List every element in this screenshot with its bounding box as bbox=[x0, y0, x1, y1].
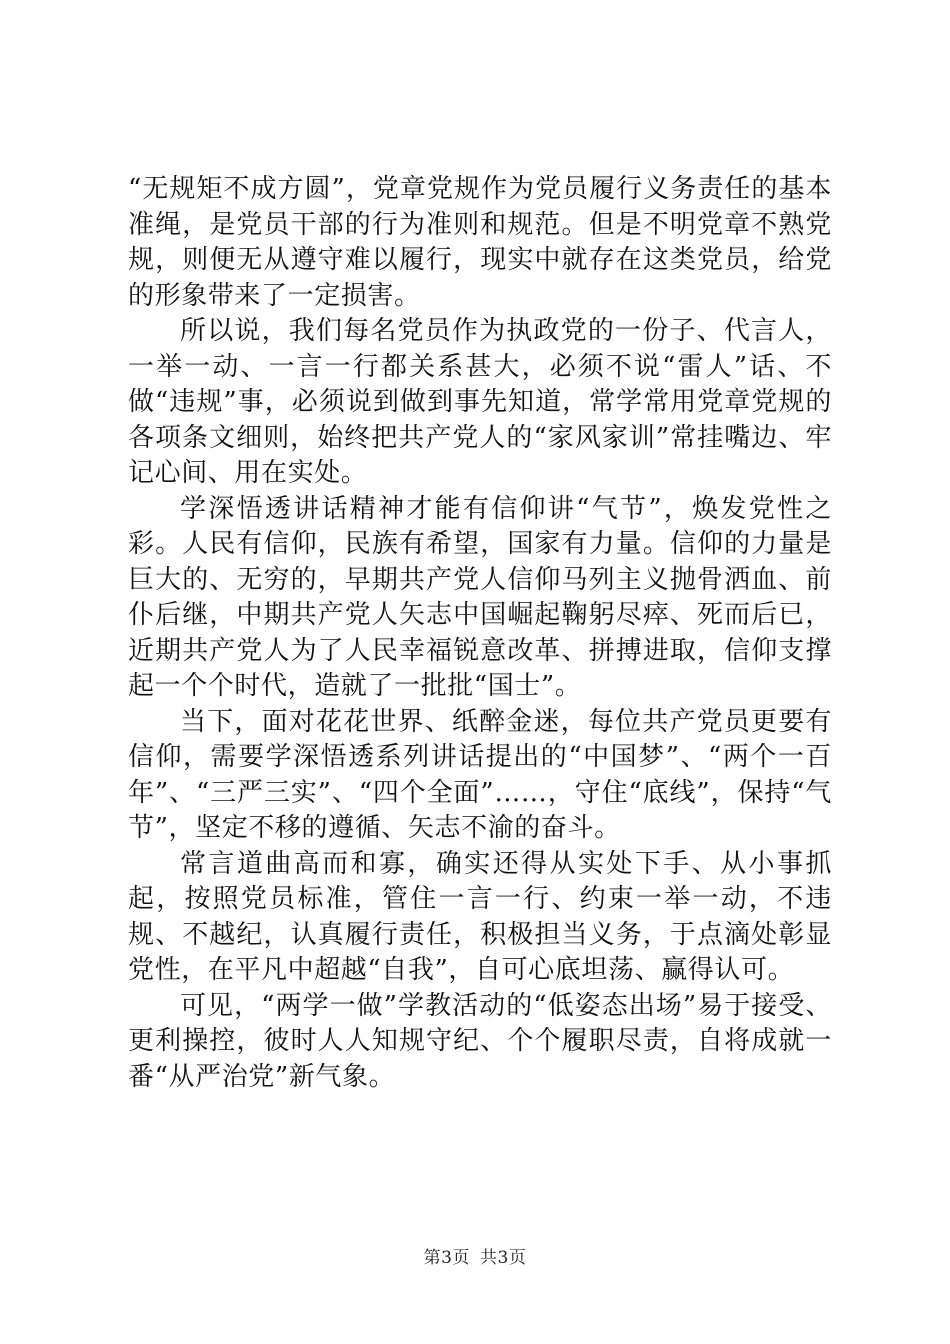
page-total: 共3页 bbox=[480, 1248, 527, 1268]
document-body bbox=[128, 172, 832, 1095]
paragraph: 可见，“两学一做”学教活动的“低姿态出场”易于接受、更利操控，彼时人人知规守纪、个个履职尽责，自将成就一番“从严治党”新气象。 bbox=[128, 990, 832, 1092]
paragraph: 当下，面对花花世界、纸醉金迷，每位共产党员更要有信仰，需要学深悟透系列讲话提出的“中国梦”、“两个一百年”、“三严三实”、“四个全面”……，守住“底线”，保持“气节”，坚定不移的遵循、矢志不渝的奋斗。 bbox=[128, 706, 832, 843]
page-footer bbox=[0, 1243, 950, 1268]
paragraph: 常言道曲高而和寡，确实还得从实处下手、从小事抓起，按照党员标准，管住一言一行、约束一举一动，不违规、不越纪，认真履行责任，积极担当义务，于点滴处彰显党性，在平凡中超越“自我”，自可心底坦荡、赢得认可。 bbox=[128, 848, 832, 985]
paragraph: 学深悟透讲话精神才能有信仰讲“气节”，焕发党性之彩。人民有信仰，民族有希望，国家有力量。信仰的力量是巨大的、无穷的，早期共产党人信仰马列主义抛骨洒血、前仆后继，中期共产党人矢志中国崛起鞠躬尽瘁、死而后已，近期共产党人为了人民幸福锐意改革、拼搏进取，信仰支撑起一个个时代，造就了一批批“国士”。 bbox=[128, 493, 832, 701]
page-number: 第3页 bbox=[423, 1248, 470, 1268]
paragraph-continuation: “无规矩不成方圆”，党章党规作为党员履行义务责任的基本准绳，是党员干部的行为准则和规范。但是不明党章不熟党规，则便无从遵守难以履行，现实中就存在这类党员，给党的形象带来了一定损害。 bbox=[128, 174, 832, 311]
paragraph: 所以说，我们每名党员作为执政党的一份子、代言人，一举一动、一言一行都关系甚大，必须不说“雷人”话、不做“违规”事，必须说到做到事先知道，常学常用党章党规的各项条文细则，始终把共产党人的“家风家训”常挂嘴边、牢记心间、用在实处。 bbox=[128, 316, 832, 488]
